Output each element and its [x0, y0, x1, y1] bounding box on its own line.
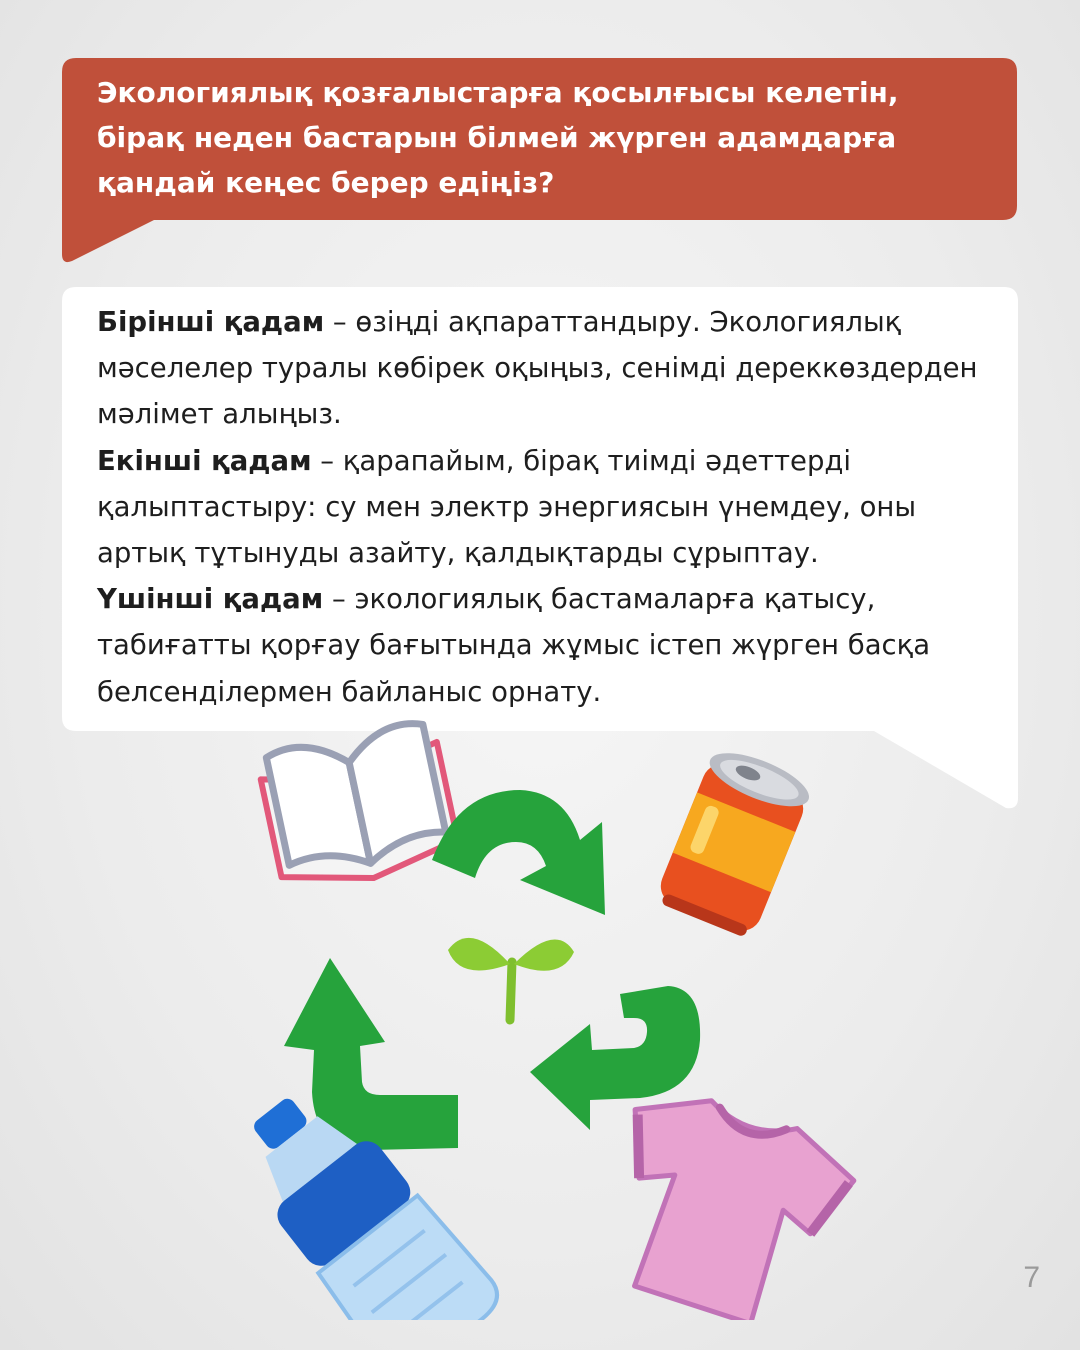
- page-number: 7: [1023, 1261, 1040, 1294]
- step2-label: Екінші қадам: [97, 444, 312, 477]
- step1-text: – өзіңді ақпараттандыру. Экологиялық мәселелер туралы көбірек оқыңыз, сенімді дереккөздерден мәлімет алыңыз.: [97, 306, 978, 431]
- tshirt-icon: [583, 1079, 864, 1320]
- step3-text: – экологиялық бастамаларға қатысу, табиғатты қорғау бағытында жұмыс істеп жүрген басқа белсенділермен байланыс орнату.: [97, 583, 931, 708]
- question-bubble: [62, 58, 1017, 263]
- step3-label: Үшінші қадам: [97, 583, 324, 616]
- answer-text: [97, 299, 992, 715]
- sprout-icon: [448, 938, 574, 1020]
- step2-text: – қарапайым, бірақ тиімді әдеттерді қалыптастыру: су мен электр энергиясын үнемдеу, оны артық тұтынуды азайту, қалдықтарды сұрыптау.: [97, 444, 917, 570]
- book-icon: [256, 718, 462, 897]
- can-icon: [653, 742, 815, 940]
- recycling-illustration: [220, 700, 880, 1320]
- step1-label: Бірінші қадам: [97, 306, 325, 338]
- question-text: Экологиялық қозғалыстарға қосылғысы келетін, бірақ неден бастарын білмей жүрген адамдарға қандай кеңес берер едіңіз?: [97, 76, 899, 199]
